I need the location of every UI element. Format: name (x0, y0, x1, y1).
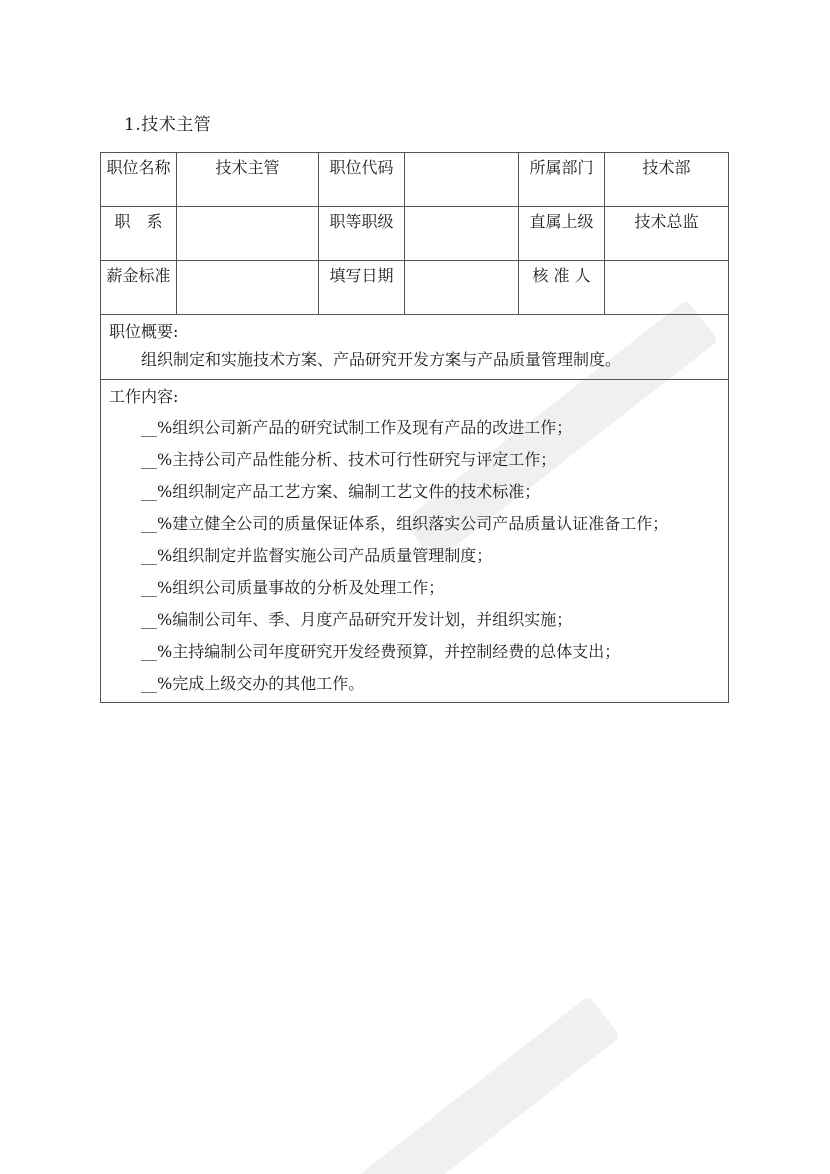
duty-item: __%建立健全公司的质量保证体系，组织落实公司产品质量认证准备工作； (141, 514, 669, 533)
work-content-title: 工作内容: (109, 387, 179, 406)
direct-supervisor-value: 技术总监 (605, 207, 729, 261)
table-row-summary (101, 315, 729, 380)
job-grade-label: 职等职级 (319, 207, 405, 261)
duty-item: __%组织制定产品工艺方案、编制工艺文件的技术标准； (141, 482, 541, 501)
job-family-value (177, 207, 319, 261)
job-family-label: 职 系 (101, 207, 177, 261)
job-description-table (100, 152, 729, 703)
fill-date-value (405, 261, 519, 315)
salary-standard-label: 薪金标准 (101, 261, 177, 315)
position-name-value: 技术主管 (177, 153, 319, 207)
fill-date-label: 填写日期 (319, 261, 405, 315)
duty-item: __%主持编制公司年度研究开发经费预算，并控制经费的总体支出； (141, 642, 621, 661)
table-row (101, 207, 729, 261)
duty-item: __%组织公司新产品的研究试制工作及现有产品的改进工作； (141, 418, 573, 437)
duty-item: __%组织公司质量事故的分析及处理工作； (141, 578, 445, 597)
duty-item: __%主持公司产品性能分析、技术可行性研究与评定工作； (141, 450, 557, 469)
approver-label: 核 准 人 (519, 261, 605, 315)
position-code-value (405, 153, 519, 207)
work-content-cell (101, 380, 729, 703)
position-summary-cell (101, 315, 729, 380)
salary-standard-value (177, 261, 319, 315)
approver-value (605, 261, 729, 315)
duty-item: __%编制公司年、季、月度产品研究开发计划，并组织实施； (141, 610, 573, 629)
duty-list (109, 416, 720, 696)
position-code-label: 职位代码 (319, 153, 405, 207)
position-name-label: 职位名称 (101, 153, 177, 207)
duty-item: __%完成上级交办的其他工作。 (141, 674, 365, 693)
position-summary-title: 职位概要: (109, 322, 179, 341)
department-value: 技术部 (605, 153, 729, 207)
table-row (101, 153, 729, 207)
direct-supervisor-label: 直属上级 (519, 207, 605, 261)
department-label: 所属部门 (519, 153, 605, 207)
duty-item: __%组织制定并监督实施公司产品质量管理制度； (141, 546, 493, 565)
table-row (101, 261, 729, 315)
position-summary-text: 组织制定和实施技术方案、产品研究开发方案与产品质量管理制度。 (141, 350, 622, 369)
job-grade-value (405, 207, 519, 261)
page-heading: 1.技术主管 (124, 115, 212, 135)
table-row-duties (101, 380, 729, 703)
